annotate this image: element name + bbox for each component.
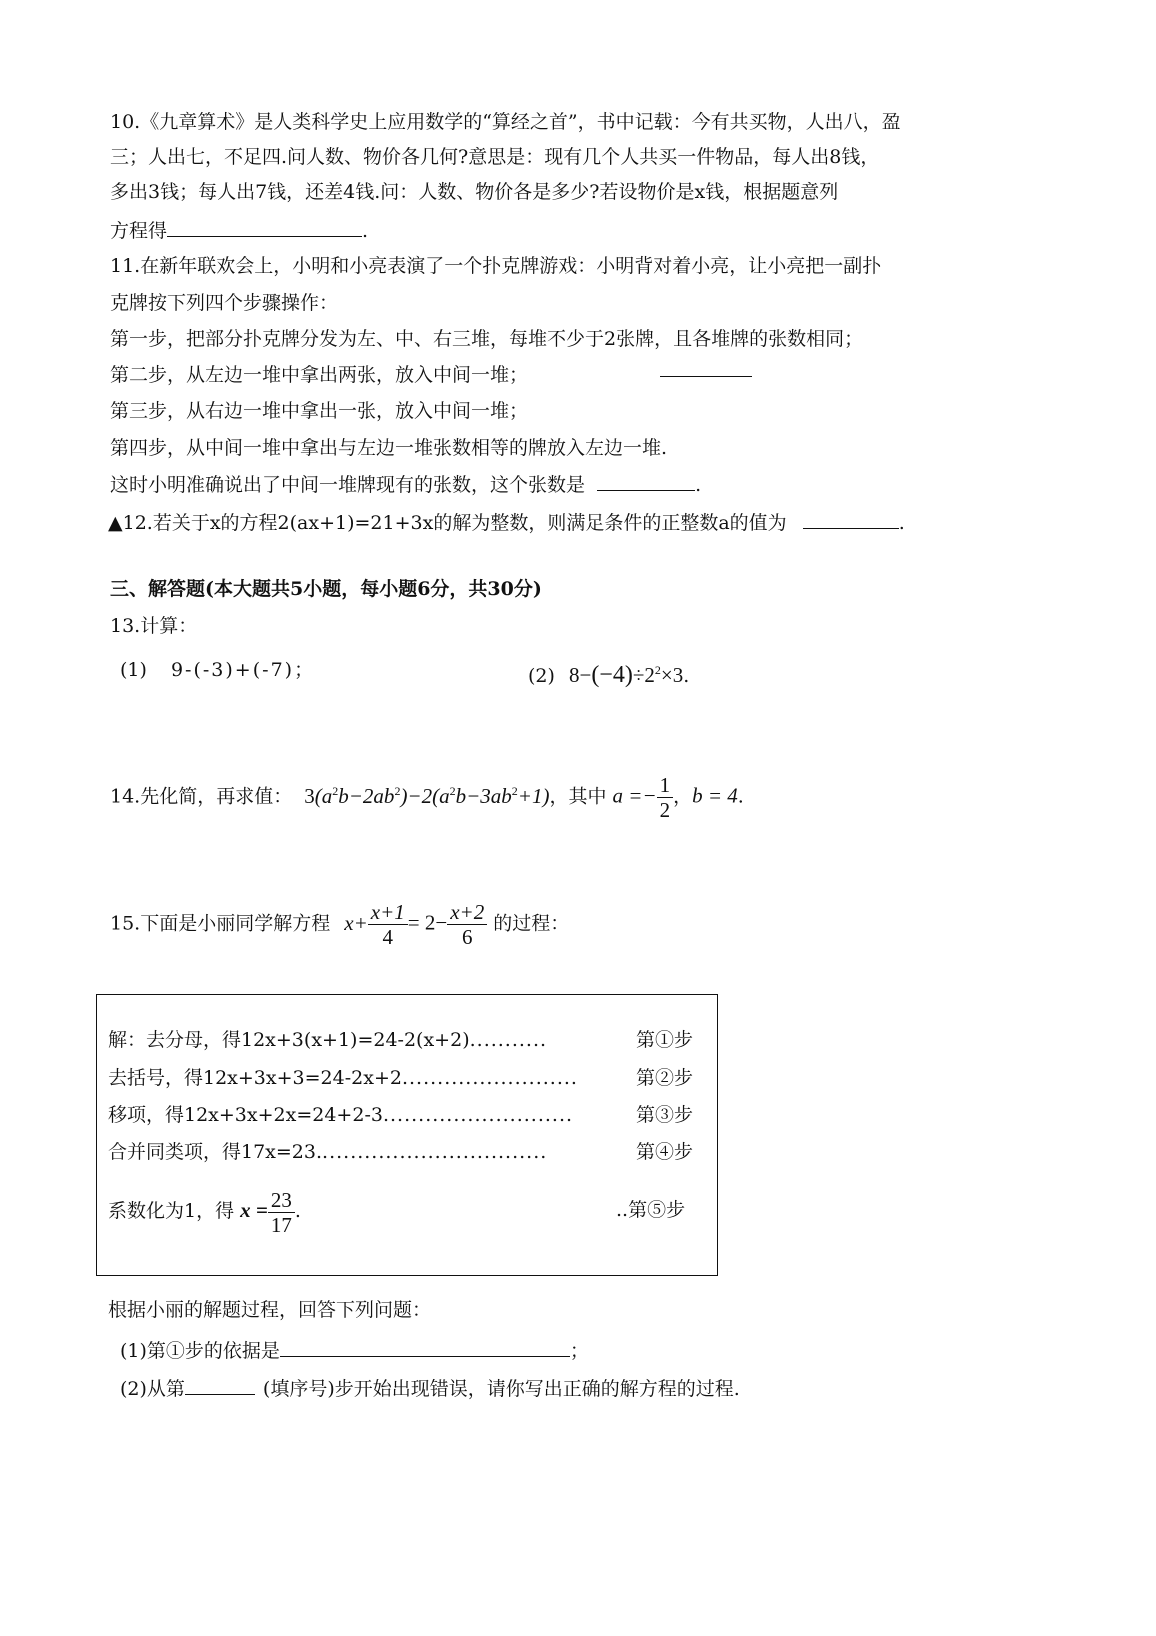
sol1-dots: ........... bbox=[469, 1029, 548, 1051]
sol5-den: 17 bbox=[270, 1212, 292, 1237]
sol2-text: 去括号，得12x+3x+3=24-2x+2 bbox=[108, 1067, 402, 1089]
q14-e6: b−3ab bbox=[455, 783, 512, 808]
q15-suffix: 的过程： bbox=[493, 912, 570, 935]
q15-a2-suffix: (填序号)步开始出现错误，请你写出正确的解方程的过程. bbox=[262, 1378, 740, 1400]
q11-line1: 11.在新年联欢会上，小明和小亮表演了一个扑克牌游戏：小明背对着小亮，让小亮把一副扑 bbox=[110, 255, 882, 277]
q10-line3: 多出3钱；每人出7钱，还差4钱.问：人数、物价各是多少?若设物价是x钱，根据题意列 bbox=[110, 181, 839, 203]
step-label-5 bbox=[616, 1196, 685, 1224]
q15-a1-blank[interactable] bbox=[280, 1334, 570, 1357]
sol1-text: 解：去分母，得12x+3(x+1)=24-2(x+2) bbox=[108, 1029, 470, 1051]
q14-prefix: 14.先化简，再求值： bbox=[110, 785, 293, 808]
q14-e1: 3 bbox=[304, 783, 315, 808]
q12-text: ▲12.若关于x的方程2(ax+1)=21+3x的解为整数，则满足条件的正整数a的值为 bbox=[108, 512, 787, 534]
sol5-prefix: 系数化为1，得 bbox=[108, 1200, 235, 1222]
sol-line2 bbox=[108, 1064, 578, 1092]
q11-stray-line bbox=[660, 376, 752, 377]
q15-line bbox=[110, 900, 569, 949]
sol3-text: 移项，得12x+3x+2x=24+2-3 bbox=[108, 1104, 383, 1126]
sol-line1 bbox=[108, 1026, 547, 1054]
q11-step3: 第三步，从右边一堆中拿出一张，放入中间一堆； bbox=[110, 400, 529, 422]
q15-f1-den: 4 bbox=[382, 925, 394, 949]
q13-p1-label: (1) bbox=[120, 659, 147, 681]
q14-comma: ， bbox=[673, 785, 693, 808]
q15-x-plus: x+ bbox=[344, 910, 368, 935]
q15-a1-prefix: (1)第①步的依据是 bbox=[120, 1340, 280, 1362]
q15-a2-blank[interactable] bbox=[185, 1372, 255, 1395]
q14-line bbox=[110, 773, 744, 822]
q15-prefix: 15.下面是小丽同学解方程 bbox=[110, 912, 331, 935]
q11-last-prefix: 这时小明准确说出了中间一堆牌现有的张数，这个张数是 bbox=[110, 474, 586, 496]
q14-sup-a: 2 bbox=[332, 783, 339, 798]
sol5-end: . bbox=[294, 1200, 301, 1222]
q12-suffix: . bbox=[898, 512, 905, 534]
q13-title: 13.计算： bbox=[110, 615, 198, 637]
q14-b-eq: b = 4 bbox=[692, 783, 738, 808]
sol5-fraction bbox=[268, 1188, 295, 1237]
q11-step1: 第一步，把部分扑克牌分发为左、中、右三堆，每堆不少于2张牌，且各堆牌的张数相同； bbox=[110, 328, 864, 350]
sol2-dots: ......................... bbox=[401, 1067, 578, 1089]
q11-step2: 第二步，从左边一堆中拿出两张，放入中间一堆； bbox=[110, 364, 529, 386]
section3-title: 三、解答题(本大题共5小题，每小题6分，共30分) bbox=[110, 578, 542, 600]
sol-line4 bbox=[108, 1138, 547, 1166]
q13-p2-c: ÷2 bbox=[632, 663, 655, 687]
q14-a-fraction bbox=[657, 773, 674, 822]
q11-answer-blank[interactable] bbox=[597, 468, 695, 491]
q12-answer-blank[interactable] bbox=[803, 506, 899, 529]
sol3-dots: ........................... bbox=[382, 1104, 574, 1126]
step-label-3: 第③步 bbox=[636, 1104, 694, 1126]
q13-p2-sup: 2 bbox=[654, 663, 661, 677]
q14-a-eq: a =− bbox=[612, 783, 657, 808]
q15-a1-suffix: ； bbox=[569, 1340, 589, 1362]
q11-line2: 克牌按下列四个步骤操作： bbox=[110, 292, 339, 314]
q15-fraction-2 bbox=[447, 900, 487, 949]
q13-p2-expr bbox=[569, 663, 683, 687]
q10-line1: 10.《九章算术》是人类科学史上应用数学的“算经之首”，书中记载：今有共买物，人出八，盈 bbox=[110, 111, 901, 133]
sol5-x: x = bbox=[240, 1198, 268, 1222]
q14-mid: ，其中 bbox=[549, 785, 607, 808]
q14-sup-c: 2 bbox=[449, 783, 456, 798]
q15-a2-prefix: (2)从第 bbox=[120, 1378, 185, 1400]
q14-e2: (a bbox=[314, 783, 333, 808]
q10-line4-prefix: 方程得 bbox=[110, 220, 168, 242]
q15-fraction-1 bbox=[368, 900, 408, 949]
q13-p2-end: . bbox=[683, 665, 690, 687]
q14-e4: )−2 bbox=[400, 783, 433, 808]
sol-line5 bbox=[108, 1184, 301, 1237]
step-label-2: 第②步 bbox=[636, 1067, 694, 1089]
q10-answer-blank[interactable] bbox=[167, 214, 362, 237]
sol4-dots: ................................ bbox=[322, 1141, 548, 1163]
q13-p2-b: (−4) bbox=[591, 662, 633, 688]
sol4-text: 合并同类项，得17x=23. bbox=[108, 1141, 323, 1163]
q11-last-suffix: . bbox=[695, 474, 702, 496]
sol-line3 bbox=[108, 1101, 573, 1129]
q11-step4: 第四步，从中间一堆中拿出与左边一堆张数相等的牌放入左边一堆. bbox=[110, 437, 668, 459]
q10-line2: 三；人出七，不足四.问人数、物价各几何?意思是：现有几个人共买一件物品，每人出8钱， bbox=[110, 146, 880, 168]
q14-a-num: 1 bbox=[657, 773, 674, 798]
sol5-step: 第⑤步 bbox=[628, 1199, 686, 1221]
q14-sup-d: 2 bbox=[511, 783, 518, 798]
q10-line4-suffix: . bbox=[362, 220, 369, 242]
q15-f2-den: 6 bbox=[461, 925, 473, 949]
q15-f1-num: x+1 bbox=[368, 900, 408, 925]
step-label-1: 第①步 bbox=[636, 1029, 694, 1051]
q11-last-line bbox=[110, 468, 701, 499]
q14-a-den: 2 bbox=[659, 798, 671, 822]
q14-expression bbox=[304, 784, 549, 808]
q13-p2-a: 8− bbox=[568, 663, 592, 687]
q13-p2-d: ×3 bbox=[660, 663, 684, 687]
q15-after: 根据小丽的解题过程，回答下列问题： bbox=[108, 1299, 432, 1321]
q14-e3: b−2ab bbox=[338, 783, 395, 808]
q12-line bbox=[108, 506, 905, 537]
q14-e7: +1) bbox=[517, 783, 550, 808]
q15-f2-num: x+2 bbox=[447, 900, 487, 925]
q10-line4 bbox=[110, 214, 368, 245]
q14-end: . bbox=[737, 785, 744, 808]
q13-p2-label: (2) bbox=[528, 665, 555, 687]
step-label-4: 第④步 bbox=[636, 1141, 694, 1163]
q14-sup-b: 2 bbox=[394, 783, 401, 798]
q15-answer2 bbox=[120, 1372, 740, 1403]
q15-eq: = 2− bbox=[407, 910, 448, 935]
q13-p1-expr: 9-(-3)+(-7)； bbox=[170, 659, 316, 681]
q13-part1 bbox=[120, 656, 315, 684]
q15-answer1 bbox=[120, 1334, 589, 1365]
sol5-dots: .. bbox=[616, 1199, 629, 1221]
q14-e5: (a bbox=[432, 783, 450, 808]
q13-part2 bbox=[528, 656, 689, 690]
sol5-num: 23 bbox=[268, 1188, 295, 1213]
